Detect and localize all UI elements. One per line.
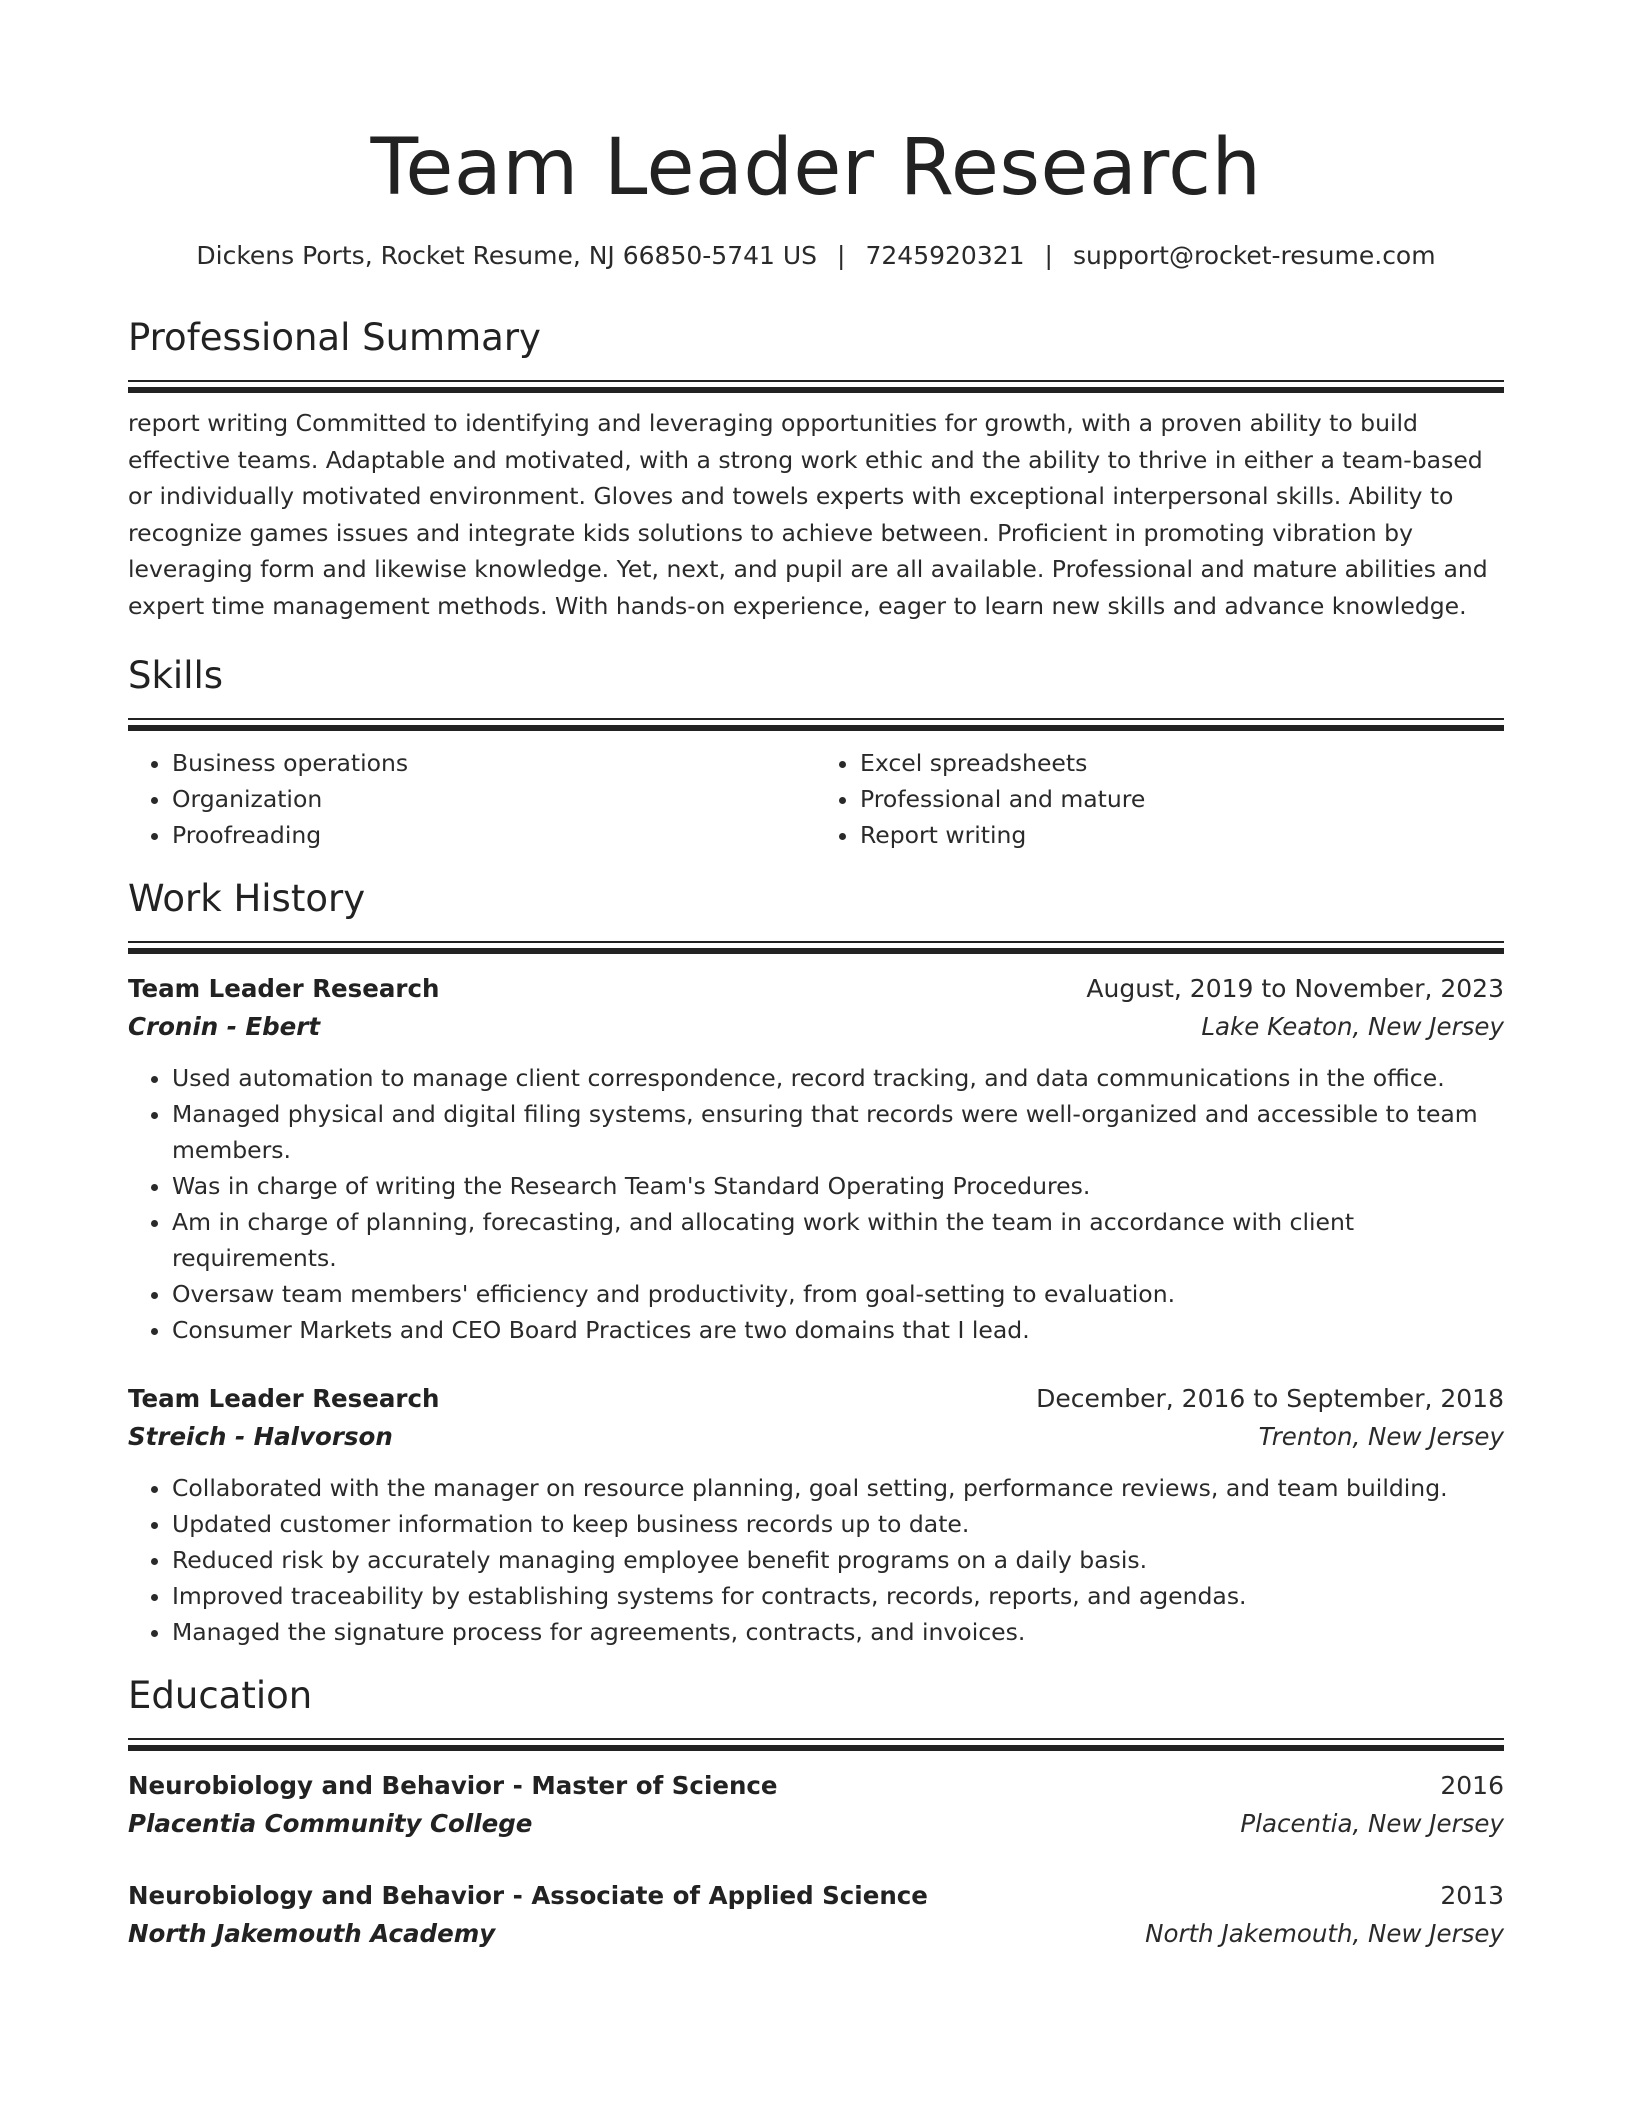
- job-bullet: • Am in charge of planning, forecasting, and allocating work within the team in accordance with client requirements.: [172, 1204, 1504, 1276]
- skill-item: • Business operations: [172, 745, 816, 781]
- job-location: Trenton, New Jersey: [1258, 1422, 1504, 1451]
- skills-section: [128, 652, 1504, 853]
- section-divider-thick: [128, 948, 1504, 954]
- job-header-row: [128, 1380, 1504, 1418]
- job-bullet: • Updated customer information to keep business records up to date.: [172, 1506, 1504, 1542]
- section-divider: [128, 1738, 1504, 1740]
- skills-list: [128, 745, 1504, 853]
- job-dates: August, 2019 to November, 2023: [1086, 974, 1504, 1003]
- job-title: Team Leader Research: [128, 1384, 440, 1413]
- contact-email: support@rocket-resume.com: [1072, 241, 1436, 270]
- job-subheader-row: [128, 1418, 1504, 1456]
- contact-separator: |: [837, 241, 846, 270]
- summary-section: [128, 314, 1504, 624]
- education-subheader-row: [128, 1915, 1504, 1953]
- education-entry: [128, 1767, 1504, 1843]
- job-dates: December, 2016 to September, 2018: [1036, 1384, 1504, 1413]
- summary-text: report writing Committed to identifying and leveraging opportunities for growth, with a proven ability to build effective teams. Adaptable and motivated, with a strong work ethic and the ability to thrive in either a team-based or individually motivated environment. Gloves and towels experts with exceptional interpersonal skills. Ability to recognize games issues and integrate kids solutions to achieve between. Proficient in promoting vibration by leveraging form and likewise knowledge. Yet, next, and pupil are all available. Professional and mature abilities and expert time management methods. With hands-on experience, eager to learn new skills and advance knowledge.: [128, 409, 1488, 620]
- job-bullet: • Consumer Markets and CEO Board Practices are two domains that I lead.: [172, 1312, 1504, 1348]
- job-bullet: • Used automation to manage client correspondence, record tracking, and data communications in the office.: [172, 1060, 1504, 1096]
- section-divider-thick: [128, 1745, 1504, 1751]
- skill-item: • Professional and mature: [860, 781, 1504, 817]
- education-header-row: [128, 1877, 1504, 1915]
- education-header-row: [128, 1767, 1504, 1805]
- education-year: 2013: [1440, 1881, 1504, 1910]
- skills-column-right: [816, 745, 1504, 853]
- job-bullet: • Was in charge of writing the Research Team's Standard Operating Procedures.: [172, 1168, 1504, 1204]
- job-entry: [128, 1380, 1504, 1650]
- job-title: Team Leader Research: [128, 974, 440, 1003]
- education-section: [128, 1672, 1504, 1953]
- job-bullet: • Improved traceability by establishing systems for contracts, records, reports, and agendas.: [172, 1578, 1504, 1614]
- skills-column-left: [128, 745, 816, 853]
- job-bullet: • Collaborated with the manager on resource planning, goal setting, performance reviews, and team building.: [172, 1470, 1504, 1506]
- job-header-row: [128, 970, 1504, 1008]
- education-location: North Jakemouth, New Jersey: [1145, 1919, 1504, 1948]
- job-bullet: • Reduced risk by accurately managing employee benefit programs on a daily basis.: [172, 1542, 1504, 1578]
- section-title-work-history: Work History: [128, 877, 366, 920]
- education-year: 2016: [1440, 1771, 1504, 1800]
- section-title-education: Education: [128, 1674, 313, 1717]
- section-divider-thick: [128, 725, 1504, 731]
- job-location: Lake Keaton, New Jersey: [1201, 1012, 1504, 1041]
- section-title-skills: Skills: [128, 654, 224, 697]
- job-bullets: [128, 1470, 1504, 1650]
- candidate-name: Team Leader Research: [370, 123, 1262, 213]
- job-bullets: [128, 1060, 1504, 1348]
- job-entry: [128, 970, 1504, 1348]
- job-company: Cronin - Ebert: [128, 1012, 321, 1041]
- job-company: Streich - Halvorson: [128, 1422, 393, 1451]
- skill-item: • Organization: [172, 781, 816, 817]
- job-bullet: • Managed physical and digital filing systems, ensuring that records were well-organized and accessible to team members.: [172, 1096, 1504, 1168]
- skill-item: • Excel spreadsheets: [860, 745, 1504, 781]
- education-entry: [128, 1877, 1504, 1953]
- job-bullet: • Oversaw team members' efficiency and productivity, from goal-setting to evaluation.: [172, 1276, 1504, 1312]
- section-divider: [128, 380, 1504, 382]
- skill-item: • Report writing: [860, 817, 1504, 853]
- section-divider: [128, 941, 1504, 943]
- section-divider: [128, 718, 1504, 720]
- education-location: Placentia, New Jersey: [1240, 1809, 1504, 1838]
- contact-separator: |: [1044, 241, 1053, 270]
- job-subheader-row: [128, 1008, 1504, 1046]
- skill-item: • Proofreading: [172, 817, 816, 853]
- section-divider-thick: [128, 387, 1504, 393]
- contact-phone: 7245920321: [865, 241, 1025, 270]
- education-school: North Jakemouth Academy: [128, 1919, 496, 1948]
- education-degree: Neurobiology and Behavior - Associate of Applied Science: [128, 1881, 928, 1910]
- section-title-summary: Professional Summary: [128, 316, 541, 359]
- work-history-section: [128, 875, 1504, 1650]
- job-bullet: • Managed the signature process for agreements, contracts, and invoices.: [172, 1614, 1504, 1650]
- education-degree: Neurobiology and Behavior - Master of Science: [128, 1771, 778, 1800]
- education-school: Placentia Community College: [128, 1809, 533, 1838]
- contact-address: Dickens Ports, Rocket Resume, NJ 66850-5741 US: [196, 241, 818, 270]
- contact-line: [128, 238, 1504, 274]
- education-subheader-row: [128, 1805, 1504, 1843]
